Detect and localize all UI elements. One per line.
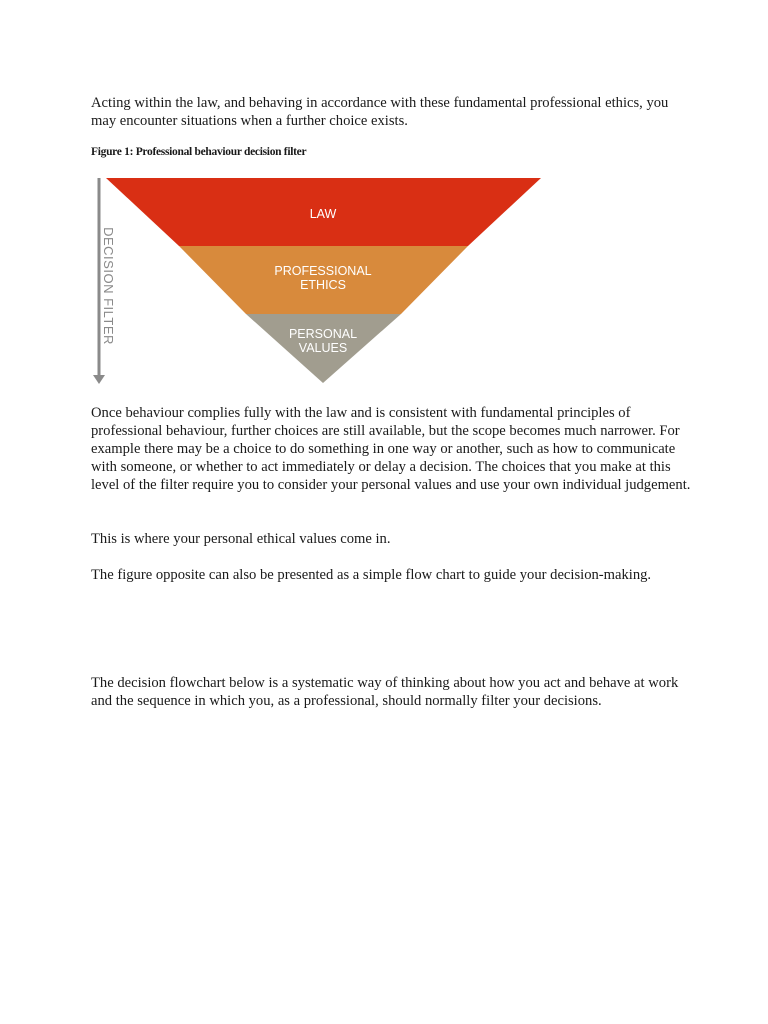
personal-label: PERSONAL xyxy=(288,327,358,341)
decision-filter-arrow-head xyxy=(93,375,105,384)
figure-opposite-paragraph: The figure opposite can also be presented as a simple flow chart to guide your decision-making. xyxy=(91,567,652,583)
intro-paragraph: Acting within the law, and behaving in accordance with these fundamental professional ethics, you may encounter situations when a further choice exists. xyxy=(91,95,669,129)
values-label: VALUES xyxy=(298,341,348,355)
once-behaviour-paragraph: Once behaviour complies fully with the law and is consistent with fundamental principles of professional behaviour, further choices are still available, but the scope becomes much narrower. For example there may be a choice to do something in one way or another, such as how to communicate with someone, or whether to act immediately or delay a decision. The choices that you make at this level of the filter require you to consider your personal values and use your own individual judgement. xyxy=(91,405,691,493)
figure-caption: Figure 1: Professional behaviour decision filter xyxy=(91,146,307,158)
decision-filter-label: DECISION FILTER xyxy=(101,227,116,345)
decision-filter-figure xyxy=(88,170,548,390)
decision-flowchart-paragraph: The decision flowchart below is a systematic way of thinking about how you act and behave at work and the sequence in which you, as a professional, should normally filter your decisions. xyxy=(91,675,679,709)
decision-filter-diagram xyxy=(88,170,548,390)
ethics-label: ETHICS xyxy=(300,278,346,292)
personal-values-paragraph: This is where your personal ethical values come in. xyxy=(91,531,391,547)
law-label: LAW xyxy=(309,207,337,221)
professional-label: PROFESSIONAL xyxy=(274,264,372,278)
